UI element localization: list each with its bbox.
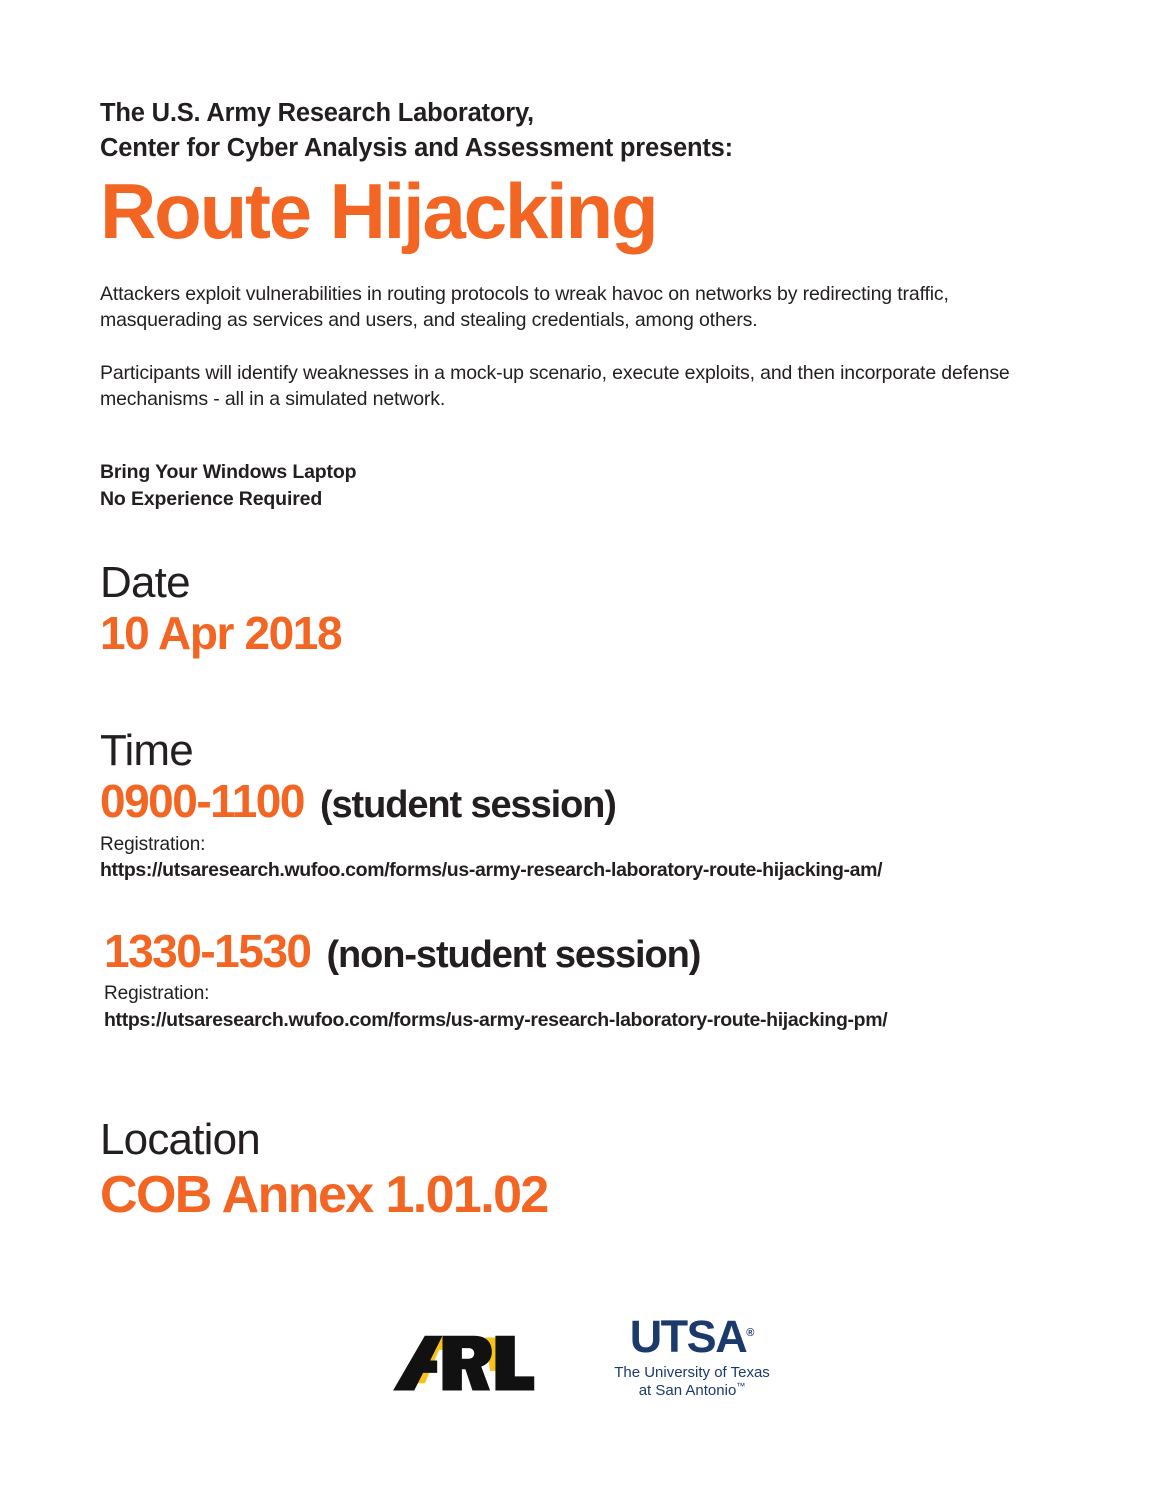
time-section (100, 725, 1056, 1034)
presenter-line-1: The U.S. Army Research Laboratory, (100, 99, 534, 127)
note-bring-laptop: Bring Your Windows Laptop (100, 460, 357, 483)
description-paragraph-1: Attackers exploit vulnerabilities in routing protocols to wreak havoc on networks by redirecting traffic, masquerading as services and users, and stealing credentials, among others. (100, 282, 949, 331)
utsa-wordmark-text: UTSA (629, 1310, 747, 1362)
session-row-nonstudent (100, 926, 1056, 977)
session-name-student: (student session) (319, 783, 616, 826)
location-section (100, 1117, 1056, 1223)
arl-logo-icon (386, 1328, 536, 1400)
date-label: Date (100, 557, 190, 607)
registration-label-nonstudent: Registration: (104, 983, 210, 1005)
session-row-student (100, 776, 1056, 827)
session-name-nonstudent: (non-student session) (326, 933, 701, 976)
date-section (100, 557, 1056, 660)
session-group-nonstudent (100, 926, 1056, 1034)
session-time-nonstudent: 1330-1530 (104, 924, 311, 977)
registration-block-nonstudent (100, 982, 1056, 1033)
note-no-experience: No Experience Required (100, 488, 323, 511)
time-label: Time (100, 725, 193, 775)
registration-block-student (100, 833, 1056, 884)
presenter-line-2: Center for Cyber Analysis and Assessment presents: (100, 134, 733, 163)
utsa-subtitle-line-1: The University of Texas (614, 1363, 770, 1381)
requirements-notes (100, 459, 1056, 514)
utsa-subtitle-line-2-text: at San Antonio (638, 1382, 737, 1400)
utsa-trademark: ™ (736, 1381, 746, 1392)
location-label: Location (100, 1115, 260, 1165)
utsa-logo (614, 1310, 770, 1400)
arl-logo (386, 1328, 536, 1400)
utsa-wordmark (629, 1310, 755, 1362)
presenter-heading (100, 96, 1056, 166)
location-value: COB Annex 1.01.02 (100, 1165, 548, 1224)
page-title: Route Hijacking (100, 167, 657, 256)
registration-label-student: Registration: (100, 833, 206, 855)
session-time-student: 0900-1100 (100, 774, 304, 827)
registration-url-nonstudent[interactable]: https://utsaresearch.wufoo.com/forms/us-army-research-laboratory-route-hijacking-pm/ (104, 1009, 888, 1032)
date-value: 10 Apr 2018 (100, 607, 342, 660)
utsa-subtitle (614, 1364, 770, 1400)
logo-row (0, 1310, 1156, 1400)
registration-url-student[interactable]: https://utsaresearch.wufoo.com/forms/us-army-research-laboratory-route-hijacking-am/ (100, 859, 883, 882)
description-paragraph-2: Participants will identify weaknesses in a mock-up scenario, execute exploits, and then incorporate defense mechanisms - all in a simulated network. (100, 361, 1010, 410)
utsa-registered-mark: ® (746, 1326, 755, 1339)
utsa-subtitle-line-2 (614, 1381, 770, 1400)
